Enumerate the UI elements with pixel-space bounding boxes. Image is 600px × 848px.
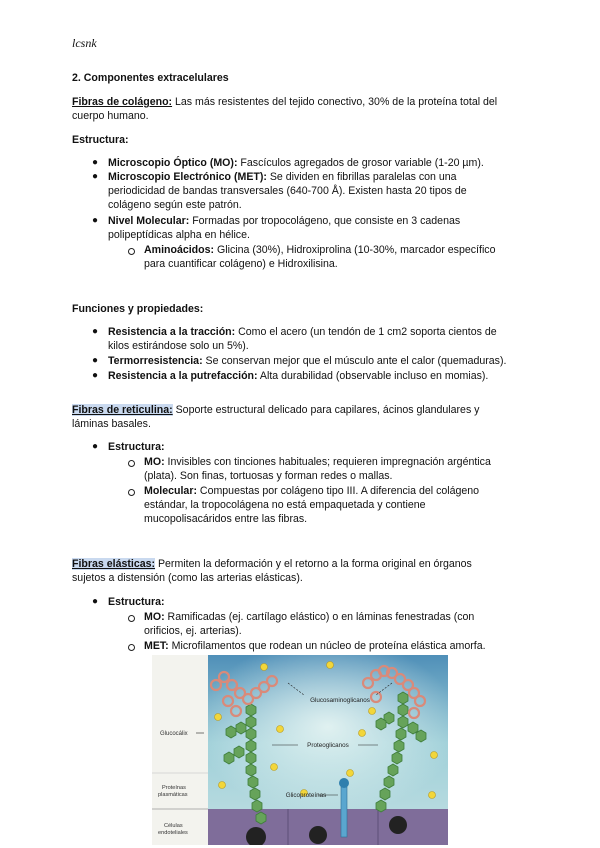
author-name: lcsnk	[72, 36, 97, 50]
colageno-amino-text: Glicina (30%), Hidroxiprolina (10-30%, marcador específico	[214, 244, 496, 256]
bullet-icon: ●	[92, 355, 99, 366]
elasticas-mo-text: Ramificadas (ej. cartílago elástico) o en láminas fenestradas (con	[164, 611, 475, 623]
glycoprotein-head	[339, 778, 349, 788]
colageno-mol-2: polipeptídicas alpha en hélice.	[108, 229, 250, 241]
elasticas-desc-2: sujetos a distensión (como las arterias elásticas).	[72, 572, 303, 584]
label-proteoglicanos: Proteoglicanos	[307, 742, 349, 749]
elasticas-estructura: Estructura:	[108, 596, 165, 608]
colageno-mol-label: Nivel Molecular:	[108, 215, 190, 227]
funcion-termo	[108, 354, 506, 369]
reticulina-estructura: Estructura:	[108, 441, 165, 453]
elasticas-met-text: Microfilamentos que rodean un núcleo de proteína elástica amorfa.	[168, 640, 486, 652]
colageno-intro	[72, 95, 497, 110]
circle-bullet-icon	[128, 644, 135, 651]
bullet-icon: ●	[92, 370, 99, 381]
funcion-traccion-text: Como el acero (un tendón de 1 cm2 soporta cientos de	[235, 326, 497, 338]
colageno-amino-2: para cuantificar colágeno) e Hidroxilisina.	[144, 258, 338, 270]
reticulina-mol-label: Molecular:	[144, 485, 197, 497]
elasticas-met-label: MET:	[144, 640, 169, 652]
bullet-icon: ●	[92, 171, 99, 182]
colageno-mol-text: Formadas por tropocolágeno, que consiste en 3 cadenas	[189, 215, 461, 227]
endothelial-cells	[208, 809, 448, 845]
glycoprotein-stalk	[341, 787, 347, 837]
funciones-title: Funciones y propiedades:	[72, 303, 204, 315]
label-glucosaminoglicanos: Glucosaminoglicanos	[310, 697, 370, 704]
reticulina-desc: Soporte estructural delicado para capilares, ácinos glandulares y	[172, 404, 480, 416]
section-title: 2. Componentes extracelulares	[72, 72, 229, 84]
label-celulas: Células	[164, 823, 183, 829]
reticulina-mol	[144, 484, 479, 499]
colageno-desc-2: cuerpo humano.	[72, 110, 149, 122]
colageno-met-2: periodicidad de bandas transversales (640-700 Å). Existen hasta 20 tipos de	[108, 185, 467, 197]
reticulina-term: Fibras de reticulina:	[72, 404, 173, 416]
circle-bullet-icon	[128, 460, 135, 467]
funcion-traccion-2: kilos estirándose solo un 5%).	[108, 340, 249, 352]
elasticas-term: Fibras elásticas:	[72, 558, 156, 570]
label-proteinas: Proteínas	[162, 785, 186, 791]
funcion-putrefaccion-label: Resistencia a la putrefacción:	[108, 370, 258, 382]
funcion-traccion	[108, 325, 497, 340]
colageno-desc: Las más resistentes del tejido conectivo, 30% de la proteína total del	[172, 96, 498, 108]
circle-bullet-icon	[128, 615, 135, 622]
colageno-amino-label: Aminoácidos:	[144, 244, 215, 256]
reticulina-mol-text: Compuestas por colágeno tipo III. A diferencia del colágeno	[196, 485, 480, 497]
bullet-icon: ●	[92, 326, 99, 337]
reticulina-mo	[144, 455, 491, 470]
colageno-met-text: Se dividen en fibrillas paralelas con una	[266, 171, 457, 183]
label-glucocalix: Glucocálix	[160, 731, 188, 737]
colageno-met	[108, 170, 457, 185]
colageno-mol	[108, 214, 460, 229]
label-endoteliales: endoteliales	[158, 830, 188, 836]
elasticas-mo	[144, 610, 474, 625]
reticulina-desc-2: láminas basales.	[72, 418, 151, 430]
colageno-amino	[144, 243, 496, 258]
elasticas-mo-label: MO:	[144, 611, 165, 623]
elasticas-met	[144, 639, 486, 654]
funcion-putrefaccion-text: Alta durabilidad (observable incluso en momias).	[257, 370, 489, 382]
colageno-term: Fibras de colágeno:	[72, 96, 173, 108]
circle-bullet-icon	[128, 489, 135, 496]
funcion-termo-label: Termorresistencia:	[108, 355, 203, 367]
colageno-mo	[108, 156, 484, 171]
elasticas-intro	[72, 557, 472, 572]
circle-bullet-icon	[128, 248, 135, 255]
colageno-mo-label: Microscopio Óptico (MO):	[108, 157, 238, 169]
reticulina-mol-3: mucopolisacáridos entre las fibras.	[144, 513, 308, 525]
funcion-termo-text: Se conservan mejor que el músculo ante el calor (quemaduras).	[202, 355, 507, 367]
colageno-mo-text: Fascículos agregados de grosor variable (1-20 µm).	[237, 157, 484, 169]
reticulina-mo-text: Invisibles con tinciones habituales; requieren impregnación argéntica	[164, 456, 491, 468]
funcion-traccion-label: Resistencia a la tracción:	[108, 326, 236, 338]
bullet-icon: ●	[92, 157, 99, 168]
colageno-estructura: Estructura:	[72, 134, 129, 146]
bullet-icon: ●	[92, 441, 99, 452]
glycocalyx-figure	[152, 655, 448, 845]
reticulina-mo-2: (plata). Son finas, tortuosas y forman redes o mallas.	[144, 470, 393, 482]
funcion-putrefaccion	[108, 369, 488, 384]
colageno-met-label: Microscopio Electrónico (MET):	[108, 171, 267, 183]
elasticas-mo-2: orificios, ej. arterias).	[144, 625, 242, 637]
bullet-icon: ●	[92, 215, 99, 226]
cell-nucleus	[389, 816, 407, 834]
label-glicoproteinas: Glicoproteínas	[285, 792, 327, 799]
elasticas-desc: Permiten la deformación y el retorno a la forma original en órganos	[155, 558, 472, 570]
reticulina-mol-2: estándar, la tropocolágena no está empaquetada y contiene	[144, 499, 426, 511]
colageno-met-3: colágeno según este patrón.	[108, 199, 242, 211]
bullet-icon: ●	[92, 596, 99, 607]
label-plasmaticas: plasmáticas	[158, 792, 188, 798]
figure-label-column	[152, 655, 208, 845]
cell-nucleus	[309, 826, 327, 844]
reticulina-mo-label: MO:	[144, 456, 165, 468]
reticulina-intro	[72, 403, 479, 418]
